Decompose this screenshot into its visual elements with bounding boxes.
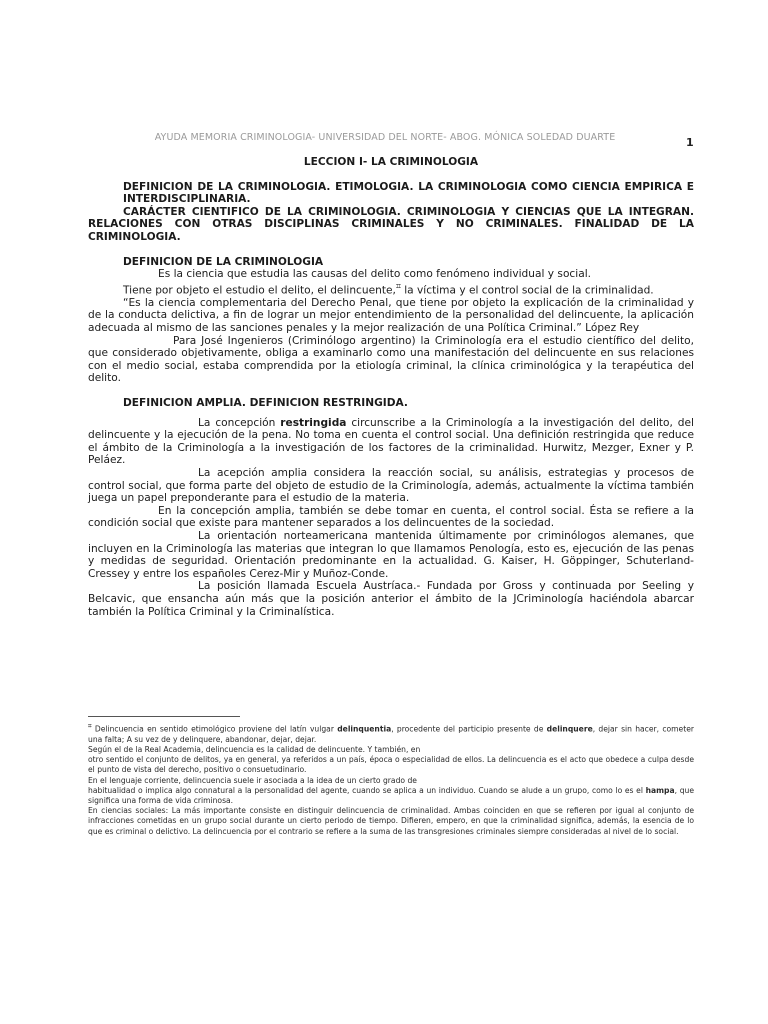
footnote-line: habitualidad o implica algo connatural a la personalidad del agente, cuando se aplica a un individuo. Cuando se alude a un grupo, como lo es el hampa, que significa una forma de vida criminosa. — [88, 785, 694, 805]
lesson-title: LECCION I- LA CRIMINOLOGIA — [303, 156, 479, 168]
section-heading-definicion: DEFINICION DE LA CRIMINOLOGIA — [123, 255, 324, 268]
paragraph: La concepción restringida circunscribe a la Criminología a la investigación del delito, del delincuente y la ejecución de la pena. No toma en cuenta el control social. Una definición restringida que reduce el ámbito de la Criminología a la investigación de los factores de la criminalidad. Hurwitz, Mezger, Exner y P. Peláez. — [88, 416, 694, 467]
running-header: AYUDA MEMORIA CRIMINOLOGIA- UNIVERSIDAD DEL NORTE- ABOG. MÓNICA SOLEDAD DUARTE — [154, 132, 616, 143]
document-body — [88, 156, 694, 618]
paragraph: La posición llamada Escuela Austríaca.- Fundada por Gross y continuada por Seeling y Belcavic, que ensancha aún más que la posición anterior el ámbito de la JCriminología haciéndola abarcar también la Política Criminal y la Criminalística. — [88, 580, 694, 618]
footnote-1: ⌗ Delincuencia en sentido etimológico proviene del latín vulgar delinquentia, procedente del participio presente de delinquere, dejar sin hacer, cometer una falta; A su vez de y delinquere, abandonar, dejar, dejar. — [88, 723, 694, 744]
paragraph: La acepción amplia considera la reacción social, su análisis, estrategias y procesos de control social, que forma parte del objeto de estudio de la Criminología, además, actualmente la víctima también juega un papel preponderante para el estudio de la materia. — [88, 467, 694, 505]
paragraph: “Es la ciencia complementaria del Derecho Penal, que tiene por objeto la explicación de la criminalidad y de la conducta delictiva, a fin de lograr un mejor entendimiento de la personalidad del delincuente, la aplicación adecuada al mismo de las sanciones penales y la mejor realización de una Política Criminal.” López Rey — [88, 296, 694, 335]
section-heading-amplia-restringida: DEFINICION AMPLIA. DEFINICION RESTRINGIDA. — [123, 397, 408, 410]
footnote-line: otro sentido el conjunto de delitos, ya en general, ya referidos a un país, época o especialidad de ellos. La delincuencia es el acto que obedece a culpa desde el punto de vista del derecho, positivo o consuetudinario. — [88, 755, 694, 775]
paragraph: Es la ciencia que estudia las causas del delito como fenómeno individual y social. — [158, 268, 592, 281]
paragraph: Tiene por objeto el estudio el delito, el delincuente,⌗ la víctima y el control social de la criminalidad. — [123, 281, 654, 297]
footnote-line: En el lenguaje corriente, delincuencia suele ir asociada a la idea de un cierto grado de — [88, 775, 417, 785]
paragraph: Para José Ingenieros (Criminólogo argentino) la Criminología era el estudio científico del delito, que considerado objetivamente, obliga a examinarlo como una manifestación del delincuente en sus relaciones con el medio social, estaba comprendida por la etiología criminal, la clínica criminológica y la terapéutica del delito. — [88, 334, 694, 385]
footnote-separator — [88, 716, 240, 717]
paragraph: La orientación norteamericana mantenida últimamente por criminólogos alemanes, que incluyen en la Criminología las materias que integran lo que llamamos Penología, esto es, ejecución de las penas y medidas de seguridad. Orientación predominante en la actualidad. G. Kaiser, H. Göppinger, Schuterland-Cressey y entre los españoles Cerez-Mir y Muñoz-Conde. — [88, 529, 694, 580]
footnote-line: En ciencias sociales: La más importante consiste en distinguir delincuencia de criminalidad. Ambas coinciden en que se refieren por igual al conjunto de infracciones cometidas en un grupo social durante un cierto periodo de tiempo. Difieren, empero, en que la criminalidad significa, además, la esencia de lo que es criminal o delictivo. La delincuencia por el contrario se refiere a la suma de las transgresiones criminales siempre consideradas al nivel de lo social. — [88, 806, 694, 836]
topic-line-2: CARÁCTER CIENTIFICO DE LA CRIMINOLOGIA. CRIMINOLOGIA Y CIENCIAS QUE LA INTEGRAN. RELACIONES CON OTRAS DISCIPLINAS CRIMINALES Y NO CRIMINALES. FINALIDAD DE LA CRIMINOLOGIA. — [88, 205, 694, 243]
topic-line-1: DEFINICION DE LA CRIMINOLOGIA. ETIMOLOGIA. LA CRIMINOLOGIA COMO CIENCIA EMPIRICA E INTERDISCIPLINARIA. — [123, 180, 694, 206]
bold-term: restringida — [280, 416, 347, 429]
page-number: 1 — [686, 136, 694, 149]
footnote-marker: ⌗ — [88, 723, 92, 730]
footnote-line: Según el de la Real Academia, delincuencia es la calidad de delincuente. Y también, en — [88, 744, 421, 754]
paragraph: En la concepción amplia, también se debe tomar en cuenta, el control social. Ésta se refiere a la condición social que existe para mantener separados a los delincuentes de la sociedad. — [88, 504, 694, 530]
footnotes — [88, 722, 694, 837]
footnote-marker: ⌗ — [395, 281, 401, 292]
